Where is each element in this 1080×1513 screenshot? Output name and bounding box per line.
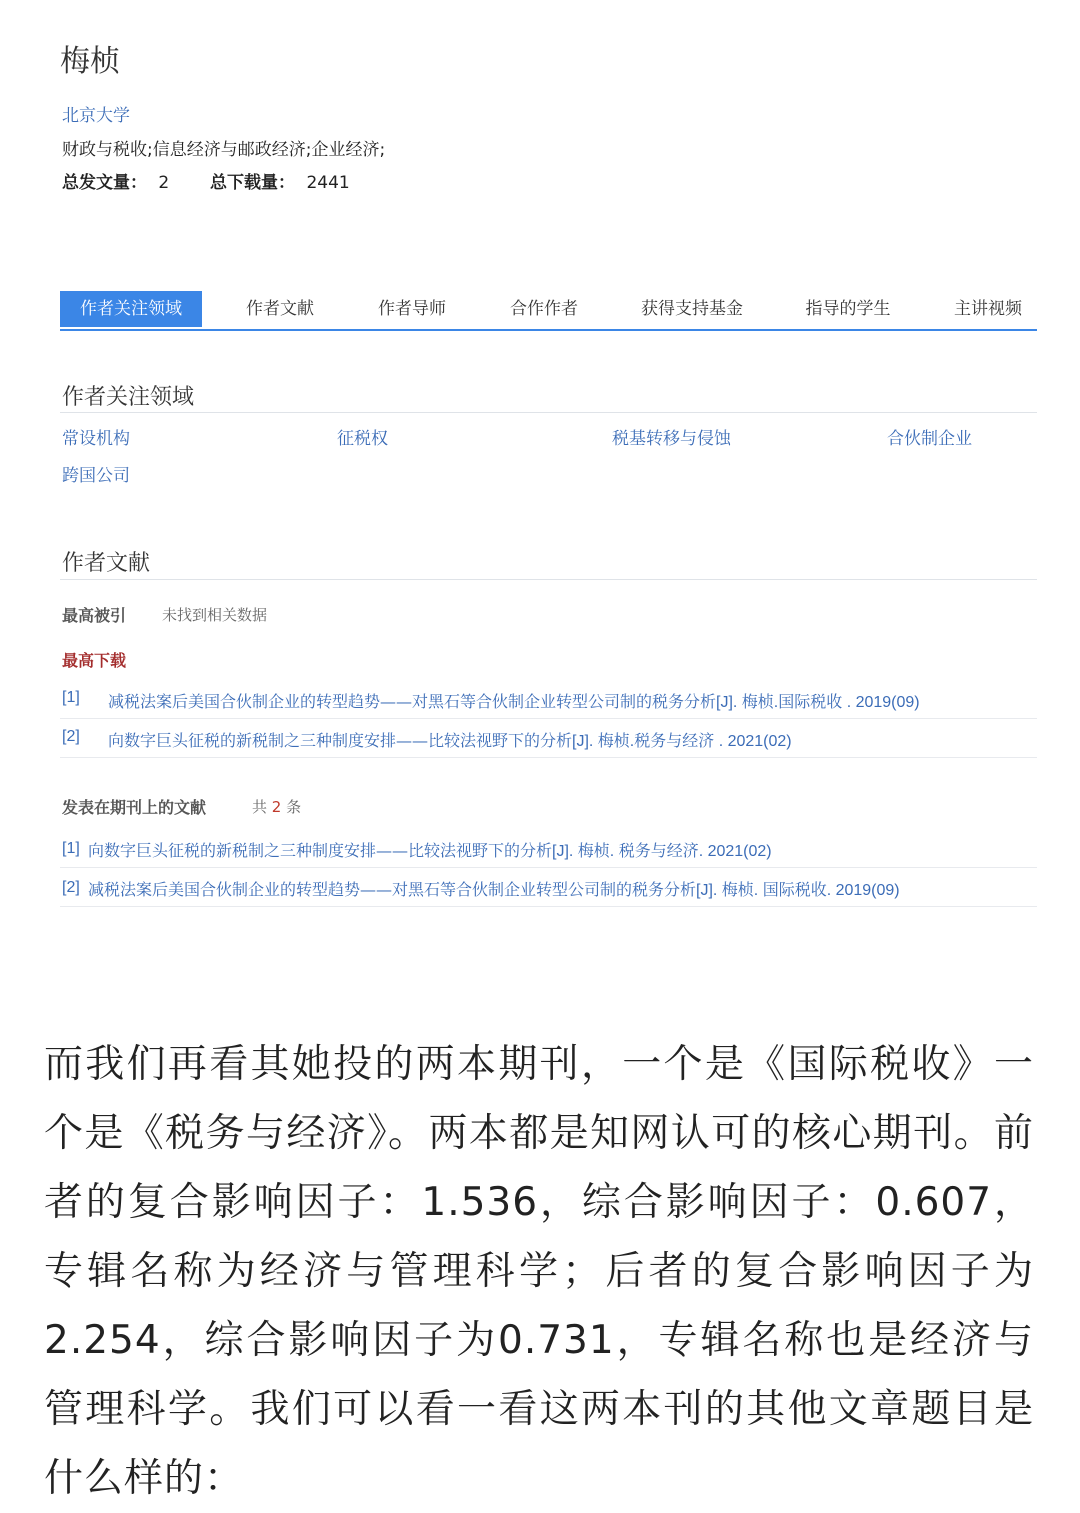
ref-index: [2]: [62, 879, 80, 896]
tab-students[interactable]: 指导的学生: [805, 299, 891, 319]
ref-title-link[interactable]: 减税法案后美国合伙制企业的转型趋势——对黑石等合伙制企业转型公司制的税务分析[J]. 梅桢. 国际税收. 2019(09): [88, 880, 900, 899]
top-cited-empty: 未找到相关数据: [162, 606, 268, 624]
article-paragraph: 而我们再看其她投的两本期刊，一个是《国际税收》一个是《税务与经济》。两本都是知网认可的核心期刊。前者的复合影响因子：1.536，综合影响因子：0.607，专辑名称为经济与管理科学；后者的复合影响因子为2.254，综合影响因子为0.731，专辑名称也是经济与管理科学。我们可以看一看这两本刊的其他文章题目是什么样的：: [44, 1042, 1034, 1501]
tab-focus-areas[interactable]: 作者关注领域: [60, 291, 202, 327]
articles-count-label: 总发文量：: [62, 173, 147, 193]
tab-lecture-videos[interactable]: 主讲视频: [954, 299, 1022, 319]
journal-articles-label: 发表在期刊上的文献: [62, 798, 207, 817]
author-subject-fields: 财政与税收;信息经济与邮政经济;企业经济;: [62, 140, 386, 160]
downloads-count-value: 2441: [306, 173, 350, 193]
top-download-label: 最高下载: [62, 651, 127, 670]
author-tabs: [60, 291, 1037, 331]
downloads-count-label: 总下载量：: [210, 173, 296, 193]
focus-divider: [60, 412, 1037, 413]
focus-item-beps[interactable]: 税基转移与侵蚀: [612, 429, 731, 449]
ref-index: [1]: [62, 840, 80, 857]
focus-item-taxing-right[interactable]: 征税权: [337, 429, 388, 449]
author-name: 梅桢: [60, 44, 120, 79]
ref-title-link[interactable]: 减税法案后美国合伙制企业的转型趋势——对黑石等合伙制企业转型公司制的税务分析[J]. 梅桢.国际税收 . 2019(09): [108, 692, 920, 711]
tab-author-literature[interactable]: 作者文献: [246, 299, 314, 319]
top-cited-label: 最高被引: [62, 606, 127, 625]
journal-articles-count: 共 2 条: [252, 798, 302, 816]
author-stats: [62, 168, 350, 193]
ref-title-link[interactable]: 向数字巨头征税的新税制之三种制度安排——比较法视野下的分析[J]. 梅桢.税务与经济 . 2021(02): [108, 731, 792, 750]
tab-funding[interactable]: 获得支持基金: [641, 299, 743, 319]
focus-item-permanent-establishment[interactable]: 常设机构: [62, 429, 130, 449]
journal-article-row: [60, 868, 1037, 907]
focus-item-multinational[interactable]: 跨国公司: [62, 466, 130, 486]
top-download-row: [60, 719, 1037, 758]
top-download-row: [60, 680, 1037, 719]
tab-author-mentor[interactable]: 作者导师: [378, 299, 446, 319]
focus-section-title: 作者关注领域: [62, 385, 195, 410]
articles-count-value: 2: [158, 173, 170, 193]
focus-item-partnership[interactable]: 合伙制企业: [887, 429, 972, 449]
author-institution-link[interactable]: 北京大学: [62, 106, 130, 126]
tab-coauthors[interactable]: 合作作者: [510, 299, 578, 319]
ref-title-link[interactable]: 向数字巨头征税的新税制之三种制度安排——比较法视野下的分析[J]. 梅桢. 税务与经济. 2021(02): [88, 841, 772, 860]
literature-divider: [60, 579, 1037, 580]
ref-index: [2]: [62, 728, 80, 745]
journal-article-row: [60, 829, 1037, 868]
literature-section-title: 作者文献: [62, 551, 151, 576]
ref-index: [1]: [62, 689, 80, 706]
